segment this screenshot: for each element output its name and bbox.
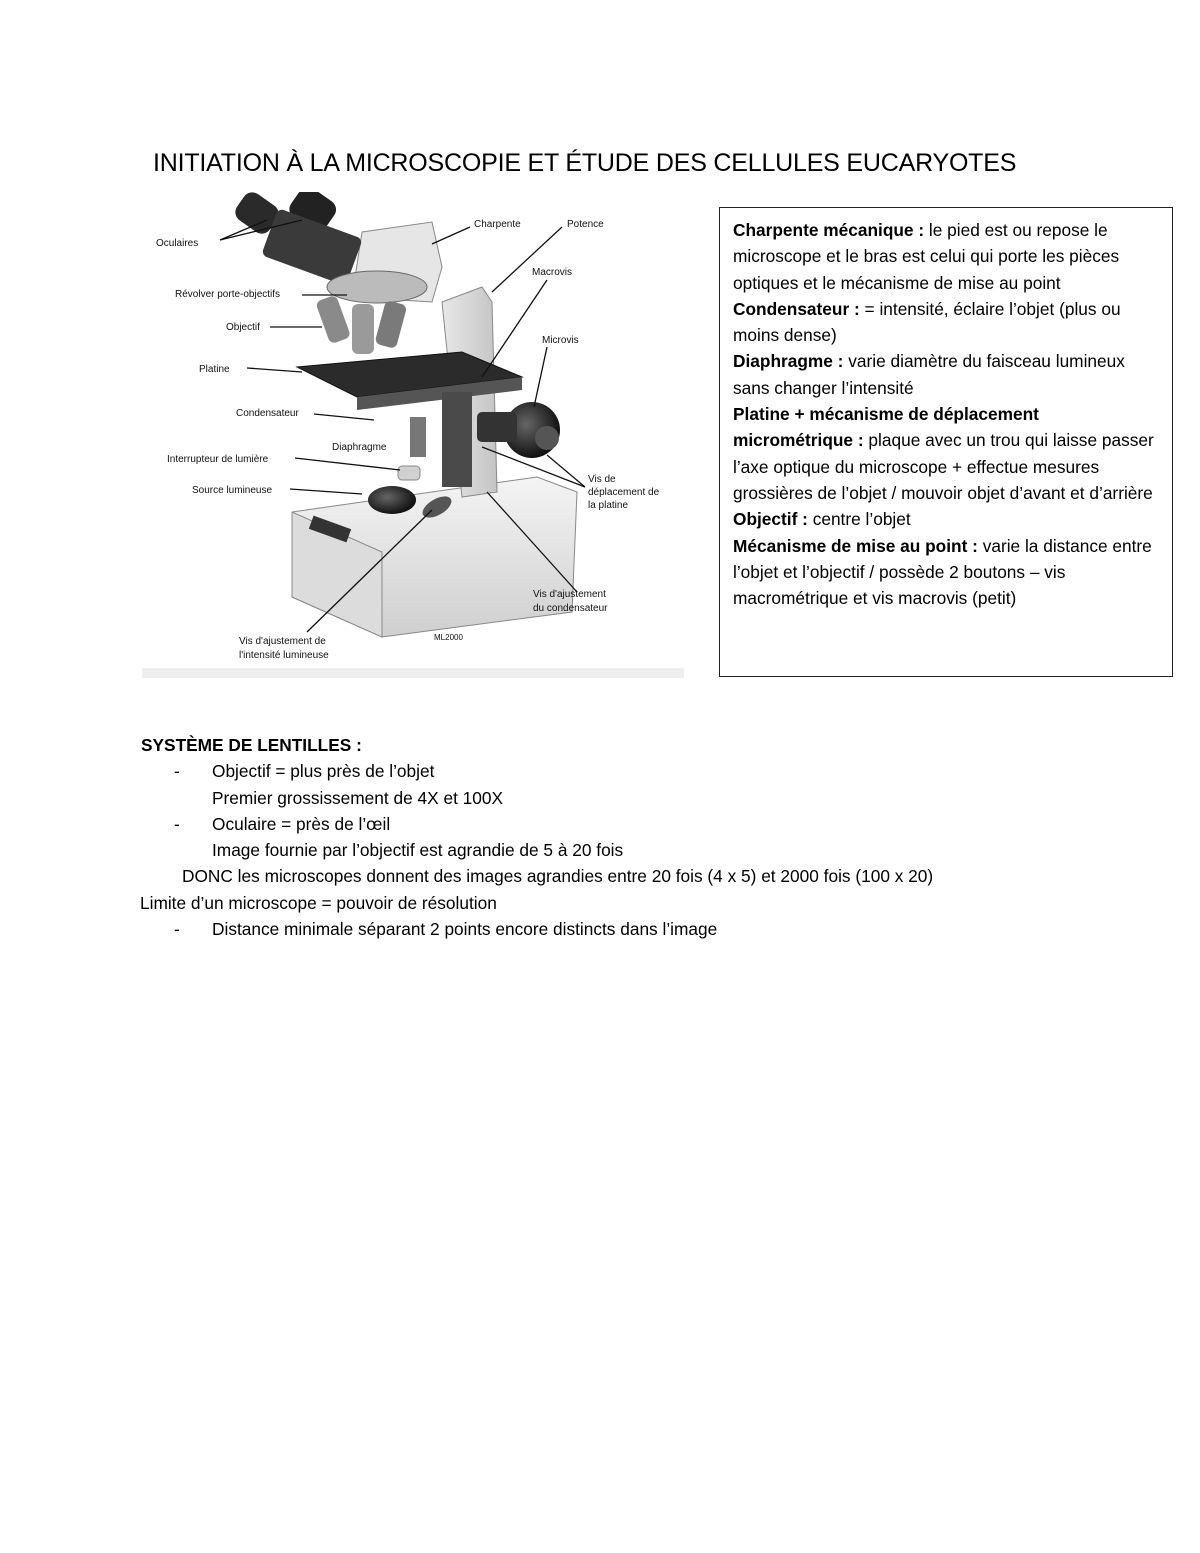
label-vis-platine-2: déplacement de [588, 487, 660, 498]
bullet-dash: - [174, 761, 180, 782]
section-heading: SYSTÈME DE LENTILLES : [141, 735, 362, 755]
definitions-box [719, 207, 1173, 677]
definition-text: = intensité, éclaire l’objet (plus ou moins dense) [733, 298, 1121, 346]
list-item-oculaire [140, 811, 1140, 837]
microscope-illustration [142, 192, 684, 678]
label-objectif: Objectif [226, 322, 260, 333]
page-title: INITIATION À LA MICROSCOPIE ET ÉTUDE DES CELLULES EUCARYOTES [153, 149, 1017, 177]
label-condensateur: Condensateur [236, 408, 299, 419]
bullet-dash: - [174, 919, 180, 940]
figure-floor-shadow [142, 668, 684, 678]
definition-text: plaque avec un trou qui laisse passer l’axe optique du microscope + effectue mesures grossières de l’objet / mouvoir objet d’avant et d’arrière [733, 430, 1154, 503]
label-source: Source lumineuse [192, 485, 273, 496]
label-interrupteur: Interrupteur de lumière [167, 454, 269, 465]
objectif-line: Objectif = plus près de l’objet [212, 761, 435, 782]
definition-term: Mécanisme de mise au point : [733, 535, 978, 556]
definition-condensateur [733, 296, 1163, 349]
oculaire-line: Oculaire = près de l’œil [212, 813, 391, 834]
microscope-diagram [142, 192, 684, 678]
label-model: ML2000 [434, 633, 463, 642]
label-oculaires: Oculaires [156, 238, 199, 249]
label-vis-intensite-1: Vis d'ajustement de [239, 636, 326, 647]
definition-term: Diaphragme : [733, 351, 844, 372]
definition-text: varie la distance entre l’objet et l’objectif / possède 2 boutons – vis macrométrique et vis macrovis (petit) [733, 535, 1152, 609]
label-vis-platine-1: Vis de [588, 474, 616, 485]
distance-line: Distance minimale séparant 2 points encore distincts dans l’image [212, 919, 718, 940]
definition-platine [733, 401, 1163, 506]
donc-line: DONC les microscopes donnent des images agrandies entre 20 fois (4 x 5) et 2000 fois (100 x 20) [182, 866, 934, 887]
definition-term: Charpente mécanique : [733, 220, 925, 240]
label-diaphragme: Diaphragme [332, 442, 387, 453]
oculaire-detail: Image fournie par l’objectif est agrandie de 5 à 20 fois [212, 840, 624, 861]
label-revolver: Révolver porte-objectifs [175, 289, 281, 300]
objectif-detail: Premier grossissement de 4X et 100X [212, 787, 504, 808]
label-vis-condensateur-2: du condensateur [533, 603, 608, 614]
definition-term: Objectif : [733, 509, 808, 530]
label-vis-intensite-2: l'intensité lumineuse [239, 650, 329, 661]
label-platine: Platine [199, 364, 230, 375]
lens-system-section [140, 732, 1140, 942]
definition-objectif [733, 506, 1163, 532]
definition-mise-au-point [733, 533, 1163, 612]
label-vis-platine-3: la platine [588, 500, 629, 511]
label-potence: Potence [567, 219, 604, 230]
definition-text: centre l’objet [807, 509, 911, 530]
limite-line: Limite d’un microscope = pouvoir de résolution [140, 892, 497, 913]
definition-text: le pied est ou repose le microscope et le bras est celui qui porte les pièces optiques et le mécanisme de mise au point [733, 220, 1120, 293]
definition-term: Platine + mécanisme de déplacement micrométrique : [733, 404, 1039, 451]
list-item-distance [140, 916, 1140, 942]
label-macrovis: Macrovis [532, 267, 573, 278]
list-item-objectif [140, 758, 1140, 784]
label-vis-condensateur-1: Vis d'ajustement [533, 589, 606, 600]
bullet-dash: - [174, 813, 180, 834]
definition-diaphragme [733, 348, 1163, 401]
definition-charpente [733, 217, 1163, 296]
label-charpente: Charpente [474, 219, 521, 230]
label-microvis: Microvis [542, 335, 579, 346]
definition-text: varie diamètre du faisceau lumineux sans changer l’intensité [733, 351, 1125, 398]
definition-term: Condensateur : [733, 298, 860, 319]
